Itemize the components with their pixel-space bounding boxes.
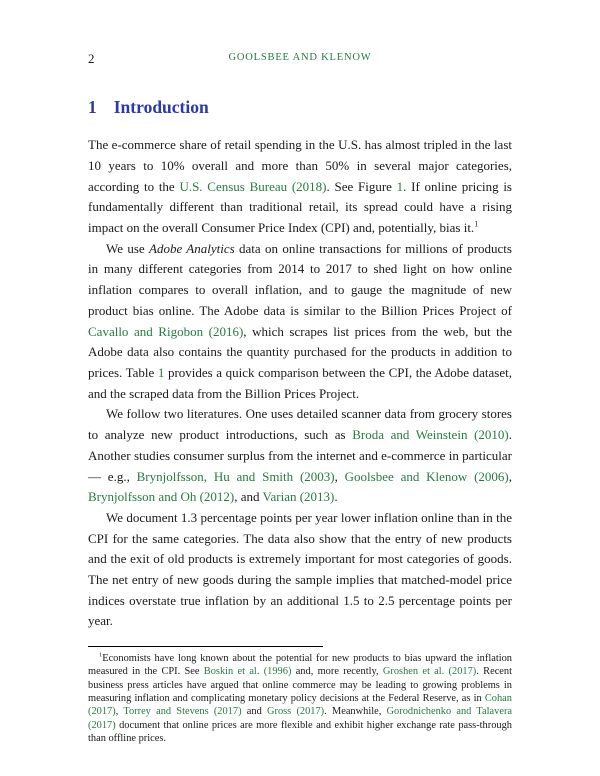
page-header [88, 50, 512, 66]
paragraph [88, 508, 512, 632]
section-title: Introduction [113, 97, 209, 117]
footnote [88, 652, 512, 745]
article-body [88, 135, 512, 632]
citation-link[interactable]: Brynjolfsson and Oh (2012) [88, 489, 235, 505]
text-run: We document 1.3 percentage points per year lower inflation online than in the CPI for the same categories. The data also show that the entry of new products and the exit of old products is extremely important for most categories of goods. The net entry of new goods during the sample implies that matched-model price indices overstate true inflation by an additional 1.5 to 2.5 percentage points per year. [88, 509, 512, 629]
page-number: 2 [88, 51, 95, 66]
text-run: , which scrapes list prices from the web, but the Adobe data also contains the quantity purchased for the products in addition to prices. Table [88, 323, 512, 380]
citation-link[interactable]: 1 [396, 178, 404, 194]
text-run: , [115, 706, 124, 718]
citation-link[interactable]: Brynjolfsson, Hu and Smith (2003) [136, 468, 335, 484]
text-run: Economists have long known about the potential for new products to bias upward the inflation measured in the CPI. See [88, 653, 512, 678]
citation-link[interactable]: 1 [157, 364, 165, 380]
citation-link[interactable]: Broda and Weinstein (2010) [352, 427, 509, 443]
citation-link[interactable]: Gorodnichenko and Talavera (2017) [88, 706, 513, 731]
text-run: . If online pricing is fundamentally different than traditional retail, its spread could have a rising impact on the overall Consumer Price Index (CPI) and, potentially, bias it. [88, 178, 512, 236]
text-run: . See Figure [326, 178, 397, 194]
citation-link[interactable]: Torrey and Stevens (2017) [123, 706, 242, 718]
citation-link[interactable]: U.S. Census Bureau (2018) [179, 178, 327, 194]
footnote-marker: 1 [474, 219, 479, 229]
text-run: , [508, 468, 512, 484]
citation-link[interactable]: Cavallo and Rigobon (2016) [88, 323, 244, 339]
citation-link[interactable]: Goolsbee and Klenow (2006) [344, 468, 509, 484]
text-run: data on online transactions for millions of products in many different categories from 2014 to 2017 to shed light on how online inflation compares to overall inflation, and to gauge the magnitude of new product bias online. The Adobe data is similar to the Billion Prices Project of [88, 240, 512, 318]
text-run: . [334, 489, 338, 505]
text-run: , and [234, 489, 263, 505]
paragraph [88, 404, 512, 508]
text-run: and, more recently, [291, 666, 383, 678]
citation-link[interactable]: Gross (2017) [266, 706, 325, 718]
footnote-section [88, 646, 512, 745]
text-run: document that online prices are more flexible and exhibit higher exchange rate pass-through than offline prices. [88, 719, 512, 744]
text-run: Adobe Analytics [149, 240, 235, 256]
citation-link[interactable]: Boskin et al. (1996) [203, 666, 292, 678]
text-run: We use [106, 240, 149, 256]
footnote-marker: 1 [99, 651, 103, 659]
text-run: . Meanwhile, [324, 706, 387, 718]
paragraph [88, 135, 512, 239]
citation-link[interactable]: Groshen et al. (2017) [382, 666, 477, 678]
section-number: 1 [88, 97, 97, 117]
citation-link[interactable]: Varian (2013) [262, 489, 335, 505]
text-run: provides a quick comparison between the CPI, the Adobe dataset, and the scraped data from the Billion Prices Project. [88, 364, 512, 401]
text-run: We follow two literatures. One uses detailed scanner data from grocery stores to analyze new product introductions, such as [88, 406, 512, 443]
text-run: . Another studies consumer surplus from the internet and e-commerce in particular — e.g., [88, 427, 512, 484]
running-head: GOOLSBEE AND KLENOW [228, 52, 372, 63]
footnote-rule [88, 646, 323, 647]
section-heading [88, 98, 512, 117]
text-run: . Recent business press articles have argued that online commerce may be leading to growing problems in measuring inflation and complicating monetary policy decisions at the Federal Reserve, as in [88, 666, 512, 705]
text-run: and [241, 706, 267, 718]
paragraph [88, 239, 512, 405]
text-run: The e-commerce share of retail spending in the U.S. has almost tripled in the last 10 years to 10% overall and more than 50% in several major categories, according to the [88, 137, 512, 194]
text-run: , [334, 468, 345, 484]
citation-link[interactable]: Cohan (2017) [88, 693, 512, 718]
